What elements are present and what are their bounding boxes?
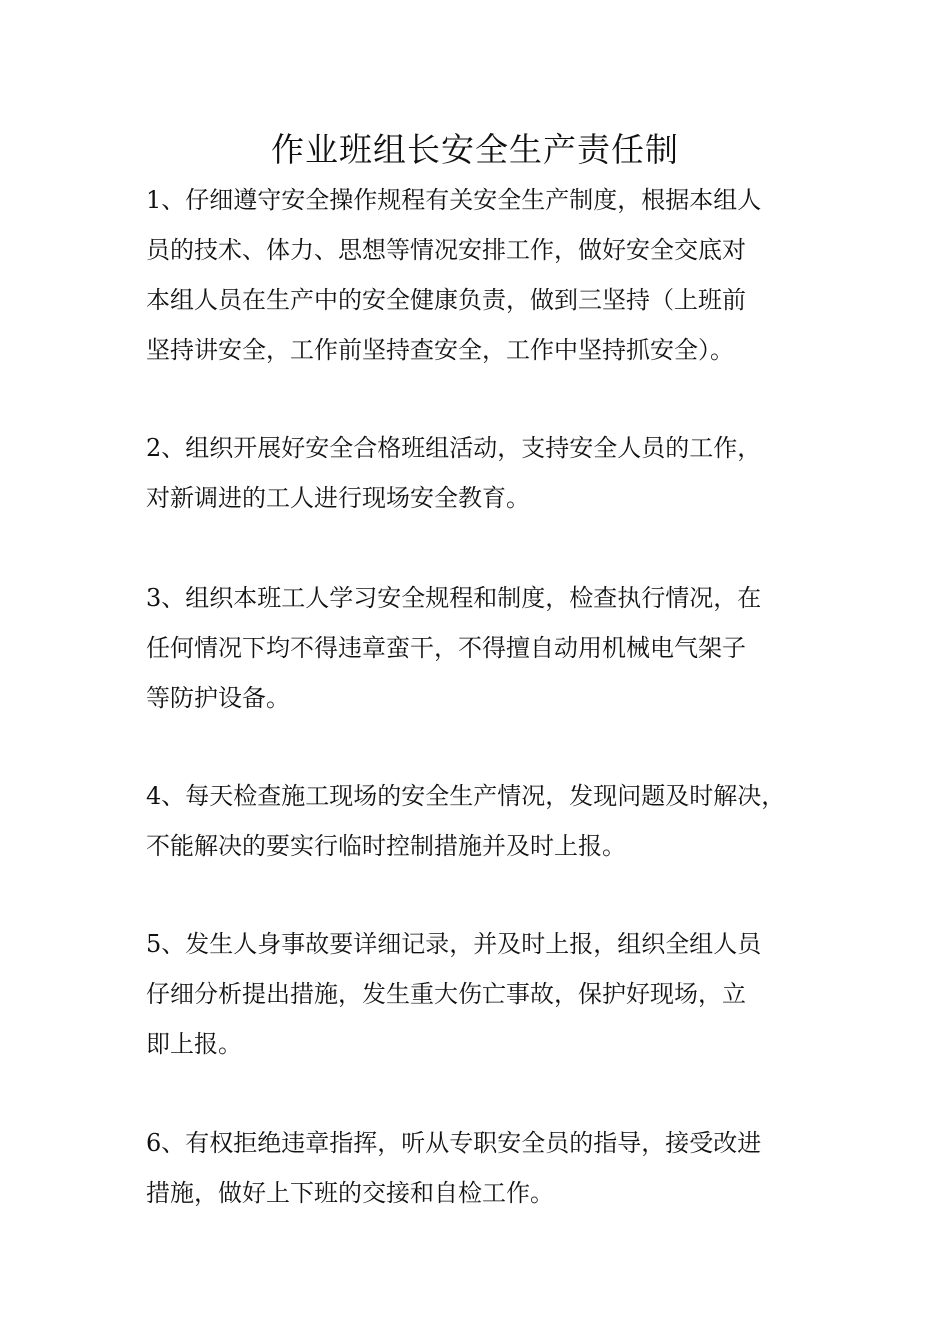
clause-6 <box>146 1118 836 1218</box>
clause-2 <box>146 423 836 523</box>
clause-line: 6、有权拒绝违章指挥，听从专职安全员的指导，接受改进 <box>146 1129 762 1157</box>
clause-line: 即上报。 <box>146 1030 242 1058</box>
document-title: 作业班组长安全生产责任制 <box>271 130 679 169</box>
clause-line: 坚持讲安全，工作前坚持查安全，工作中坚持抓安全）。 <box>146 336 734 364</box>
clause-1 <box>146 175 836 375</box>
clause-line: 1、仔细遵守安全操作规程有关安全生产制度，根据本组人 <box>146 186 762 214</box>
clause-line: 4、每天检查施工现场的安全生产情况，发现问题及时解决， <box>146 782 786 810</box>
clause-3 <box>146 573 836 723</box>
clause-line: 本组人员在生产中的安全健康负责，做到三坚持（上班前 <box>146 286 746 314</box>
clause-line: 2、组织开展好安全合格班组活动，支持安全人员的工作， <box>146 434 762 462</box>
clause-line: 等防护设备。 <box>146 684 290 712</box>
clause-5 <box>146 919 836 1069</box>
clause-line: 仔细分析提出措施，发生重大伤亡事故，保护好现场，立 <box>146 980 746 1008</box>
clause-line: 措施，做好上下班的交接和自检工作。 <box>146 1179 554 1207</box>
clause-line: 任何情况下均不得违章蛮干，不得擅自动用机械电气架子 <box>146 634 746 662</box>
clause-line: 5、发生人身事故要详细记录，并及时上报，组织全组人员 <box>146 930 762 958</box>
clause-4 <box>146 771 836 871</box>
clause-line: 不能解决的要实行临时控制措施并及时上报。 <box>146 832 626 860</box>
clause-line: 员的技术、体力、思想等情况安排工作，做好安全交底对 <box>146 236 746 264</box>
clause-line: 对新调进的工人进行现场安全教育。 <box>146 484 530 512</box>
clause-line: 3、组织本班工人学习安全规程和制度，检查执行情况，在 <box>146 584 762 612</box>
